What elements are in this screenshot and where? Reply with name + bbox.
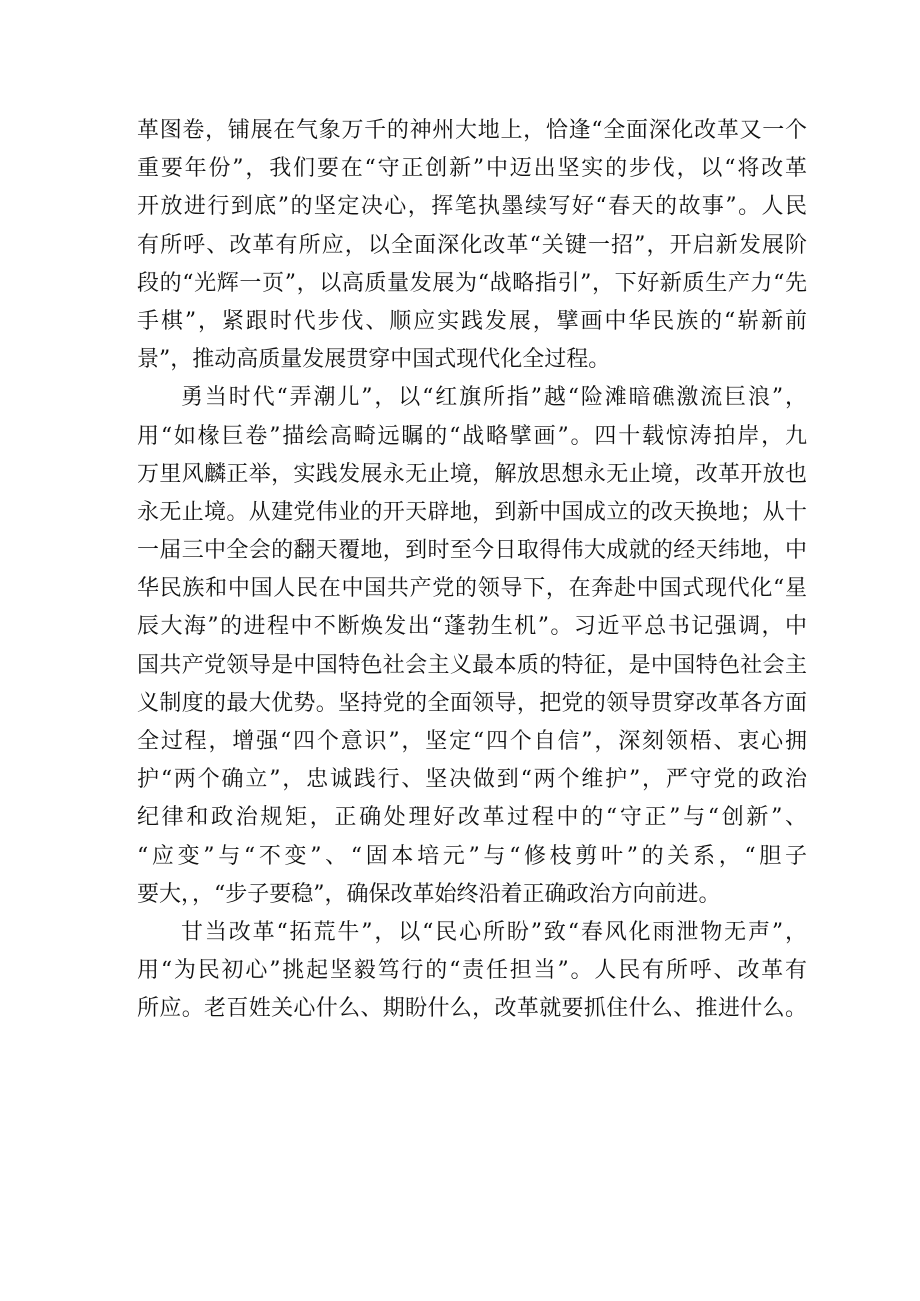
text-line: 要大，，“步子要稳”，确保改革始终沿着正确政治方向前进。 [137,881,721,907]
paragraph-3 [137,914,807,1029]
text-line: 国共产党领导是中国特色社会主义最本质的特征，是中国特色社会主 [137,652,807,678]
text-line: 辰大海”的进程中不断焕发出“蓬勃生机”。习近平总书记强调，中 [137,614,807,640]
text-line: 义制度的最大优势。坚持党的全面领导，把党的领导贯穿改革各方面 [137,690,807,716]
text-line: 革图卷，铺展在气象万千的神州大地上，恰逢“全面深化改革又一个 [137,118,807,143]
text-line: “应变”与“不变”、“固本培元”与“修枝剪叶”的关系，“胆子 [137,843,807,869]
text-line: 护“两个确立”，忠诚践行、坚决做到“两个维护”，严守党的政治 [137,767,807,793]
text-line: 开放进行到底”的坚定决心，挥笔执墨续写好“春天的故事”。人民 [137,194,807,220]
text-line: 段的“光辉一页”，以高质量发展为“战略指引”，下好新质生产力“先 [137,270,807,296]
text-line: 全过程，增强“四个意识”，坚定“四个自信”，深刻领梧、衷心拥 [137,729,807,754]
text-line: 甘当改革“拓荒牛”，以“民心所盼”致“春风化雨泄物无声”， [181,919,807,945]
text-line: 景”，推动高质量发展贯穿中国式现代化全过程。 [137,347,611,373]
text-line: 用“如椽巨卷”描绘高畸远瞩的“战略擘画”。四十载惊涛拍岸，九 [137,423,807,449]
text-line: 手棋”，紧跟时代步伐、顺应实践发展，擘画中华民族的“崭新前 [137,308,807,334]
document-body [137,112,807,1029]
text-line: 勇当时代“弄潮儿”，以“红旗所指”越“险滩暗礁激流巨浪”， [181,385,807,411]
text-line: 万里风麟正举，实践发展永无止境，解放思想永无止境，改革开放也 [137,461,807,487]
paragraph-1 [137,112,807,379]
text-line: 用“为民初心”挑起坚毅笃行的“责任担当”。人民有所呼、改革有 [137,958,807,984]
text-line: 一届三中全会的翻天覆地，到时至今日取得伟大成就的经天纬地，中 [137,538,807,564]
paragraph-2 [137,379,807,914]
text-line: 所应。老百姓关心什么、期盼什么，改革就要抓住什么、推进什么。 [137,996,807,1022]
text-line: 华民族和中国人民在中国共产党的领导下，在奔赴中国式现代化“星 [137,576,807,602]
text-line: 重要年份”，我们要在“守正创新”中迈出坚实的步伐，以“将改革 [137,156,807,182]
text-line: 纪律和政治规矩，正确处理好改革过程中的“守正”与“创新”、 [137,805,807,831]
text-line: 永无止境。从建党伟业的开天辟地，到新中国成立的改天换地；从十 [137,499,807,525]
text-line: 有所呼、改革有所应，以全面深化改革“关键一招”，开启新发展阶 [137,232,807,258]
